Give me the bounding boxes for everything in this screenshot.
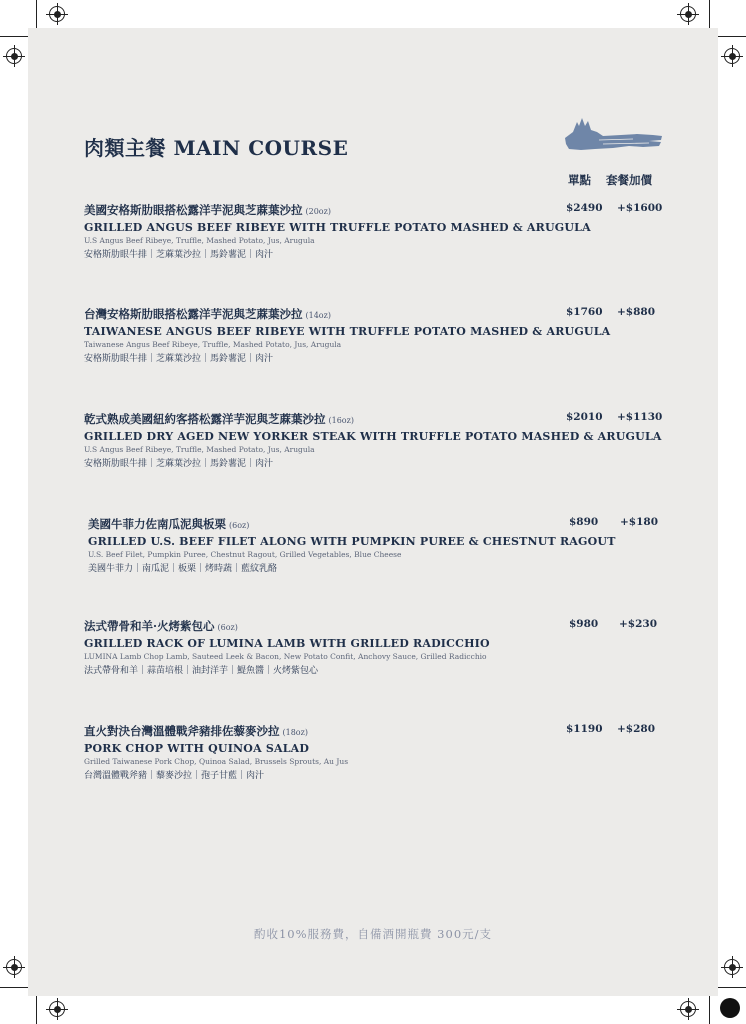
solid-registration-mark-icon (720, 998, 740, 1018)
item-name-zh: 法式帶骨和羊·火烤紫包心 (84, 619, 215, 633)
item-name-en: GRILLED DRY AGED NEW YORKER STEAK WITH TRUFFLE POTATO MASHED & ARUGULA (84, 430, 662, 443)
item-name-en: PORK CHOP WITH QUINOA SALAD (84, 742, 310, 755)
crop-mark (36, 996, 37, 1024)
item-size: (6oz) (217, 623, 238, 632)
item-price: $2010 (566, 411, 603, 423)
item-size: (20oz) (305, 207, 331, 216)
item-description-zh: 美國牛菲力｜南瓜泥｜板栗｜烤時蔬｜藍紋乳酪 (88, 564, 278, 574)
item-name-en: GRILLED RACK OF LUMINA LAMB WITH GRILLED RADICCHIO (84, 637, 490, 650)
registration-mark-icon (6, 959, 22, 975)
item-description-en: U.S. Beef Filet, Pumpkin Puree, Chestnut Ragout, Grilled Vegetables, Blue Cheese (88, 550, 402, 559)
item-name-en: GRILLED ANGUS BEEF RIBEYE WITH TRUFFLE POTATO MASHED & ARUGULA (84, 221, 591, 234)
item-description-en: U.S Angus Beef Ribeye, Truffle, Mashed Potato, Jus, Arugula (84, 236, 315, 245)
item-price: $890 (569, 516, 599, 528)
item-set-price: +$880 (617, 306, 656, 318)
item-description-en: U.S Angus Beef Ribeye, Truffle, Mashed Potato, Jus, Arugula (84, 445, 315, 454)
registration-mark-icon (49, 1001, 65, 1017)
item-name-en: TAIWANESE ANGUS BEEF RIBEYE WITH TRUFFLE POTATO MASHED & ARUGULA (84, 325, 611, 338)
item-description-zh: 安格斯肋眼牛排｜芝蔴葉沙拉｜馬鈴薯泥｜肉汁 (84, 354, 274, 364)
page-title: 肉類主餐 MAIN COURSE (84, 136, 349, 160)
item-price: $1190 (566, 723, 603, 735)
crop-mark (709, 0, 710, 28)
column-header-set: 套餐加價 (606, 173, 652, 187)
registration-mark-icon (680, 6, 696, 22)
crop-mark (0, 36, 28, 37)
item-description-zh: 台灣溫體戰斧豬｜藜麥沙拉｜孢子甘藍｜肉汁 (84, 771, 265, 781)
item-name-zh: 直火對決台灣溫體戰斧豬排佐藜麥沙拉 (84, 724, 280, 738)
item-name-zh: 美國安格斯肋眼搭松露洋芋泥與芝蔴葉沙拉 (84, 203, 303, 217)
item-set-price: +$280 (617, 723, 656, 735)
item-name-zh: 乾式熟成美國紐約客搭松露洋芋泥與芝蔴葉沙拉 (84, 412, 326, 426)
registration-mark-icon (724, 48, 740, 64)
item-name-zh: 台灣安格斯肋眼搭松露洋芋泥與芝蔴葉沙拉 (84, 307, 303, 321)
crop-mark (0, 987, 28, 988)
item-price: $980 (569, 618, 599, 630)
item-set-price: +$1600 (617, 202, 663, 214)
item-description-en: Taiwanese Angus Beef Ribeye, Truffle, Mashed Potato, Jus, Arugula (84, 340, 342, 349)
item-name-en: GRILLED U.S. BEEF FILET ALONG WITH PUMPKIN PUREE & CHESTNUT RAGOUT (88, 535, 616, 548)
item-set-price: +$1130 (617, 411, 663, 423)
registration-mark-icon (680, 1001, 696, 1017)
item-price: $2490 (566, 202, 603, 214)
item-description-en: LUMINA Lamb Chop Lamb, Sauteed Leek & Bacon, New Potato Confit, Anchovy Sauce, Grilled Radicchio (84, 652, 487, 661)
item-size: (16oz) (328, 416, 354, 425)
item-price: $1760 (566, 306, 603, 318)
item-size: (6oz) (229, 521, 250, 530)
item-size: (14oz) (305, 311, 331, 320)
registration-mark-icon (49, 6, 65, 22)
item-description-zh: 安格斯肋眼牛排｜芝蔴葉沙拉｜馬鈴薯泥｜肉汁 (84, 459, 274, 469)
item-name-zh: 美國牛菲力佐南瓜泥與板栗 (88, 517, 226, 531)
item-description-zh: 法式帶骨和羊｜蒜苗培根｜油封洋芋｜鯷魚醬｜火烤紫包心 (84, 666, 319, 676)
item-set-price: +$230 (619, 618, 658, 630)
crop-mark (718, 987, 746, 988)
crop-mark (718, 36, 746, 37)
crop-mark (709, 996, 710, 1024)
item-set-price: +$180 (620, 516, 659, 528)
item-size: (18oz) (282, 728, 308, 737)
item-description-en: Grilled Taiwanese Pork Chop, Quinoa Salad, Brussels Sprouts, Au Jus (84, 757, 349, 766)
registration-mark-icon (6, 48, 22, 64)
column-header-single: 單點 (568, 173, 591, 187)
crop-mark (36, 0, 37, 28)
registration-mark-icon (724, 959, 740, 975)
item-description-zh: 安格斯肋眼牛排｜芝蔴葉沙拉｜馬鈴薯泥｜肉汁 (84, 250, 274, 260)
castle-brush-logo (563, 112, 663, 160)
service-charge-note: 酌收10%服務費，自備酒開瓶費 300元/支 (253, 927, 493, 941)
